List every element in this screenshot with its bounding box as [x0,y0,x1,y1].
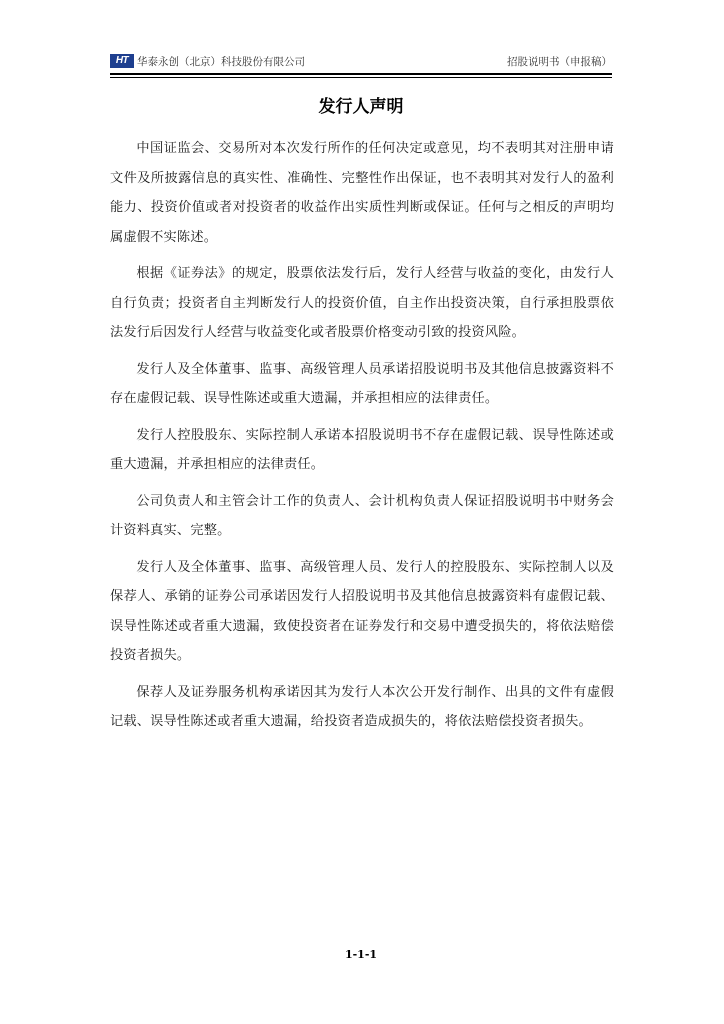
header-rule-thin [110,77,612,78]
paragraph: 发行人及全体董事、监事、高级管理人员、发行人的控股股东、实际控制人以及保荐人、承销的证券公司承诺因发行人招股说明书及其他信息披露资料有虚假记载、误导性陈述或者重大遗漏，致使投资者在证券发行和交易中遭受损失的，将依法赔偿投资者损失。 [110,559,614,663]
page-number: 1-1-1 [344,948,378,961]
paragraph: 发行人及全体董事、监事、高级管理人员承诺招股说明书及其他信息披露资料不存在虚假记载、误导性陈述或重大遗漏，并承担相应的法律责任。 [110,361,614,406]
page-header [110,51,612,73]
paragraph: 根据《证券法》的规定，股票依法发行后，发行人经营与收益的变化，由发行人自行负责；投资者自主判断发行人的投资价值，自主作出投资决策，自行承担股票依法发行后因发行人经营与收益变化或者股票价格变动引致的投资风险。 [110,266,614,340]
document-label: 招股说明书（申报稿） [507,56,612,68]
paragraph: 公司负责人和主管会计工作的负责人、会计机构负责人保证招股说明书中财务会计资料真实、完整。 [110,493,614,538]
body-text [110,134,614,744]
company-name: 华泰永创（北京）科技股份有限公司 [137,56,305,68]
paragraph: 保荐人及证券服务机构承诺因其为发行人本次公开发行制作、出具的文件有虚假记载、误导性陈述或者重大遗漏，给投资者造成损失的，将依法赔偿投资者损失。 [110,684,614,729]
company-logo: HT [110,54,134,68]
paragraph: 中国证监会、交易所对本次发行所作的任何决定或意见，均不表明其对注册申请文件及所披露信息的真实性、准确性、完整性作出保证，也不表明其对发行人的盈利能力、投资价值或者对投资者的收益作出实质性判断或保证。任何与之相反的声明均属虚假不实陈述。 [110,141,614,245]
paragraph: 发行人控股股东、实际控制人承诺本招股说明书不存在虚假记载、误导性陈述或重大遗漏，并承担相应的法律责任。 [110,427,614,472]
header-rule-thick [110,73,612,75]
page-title: 发行人声明 [318,97,404,117]
